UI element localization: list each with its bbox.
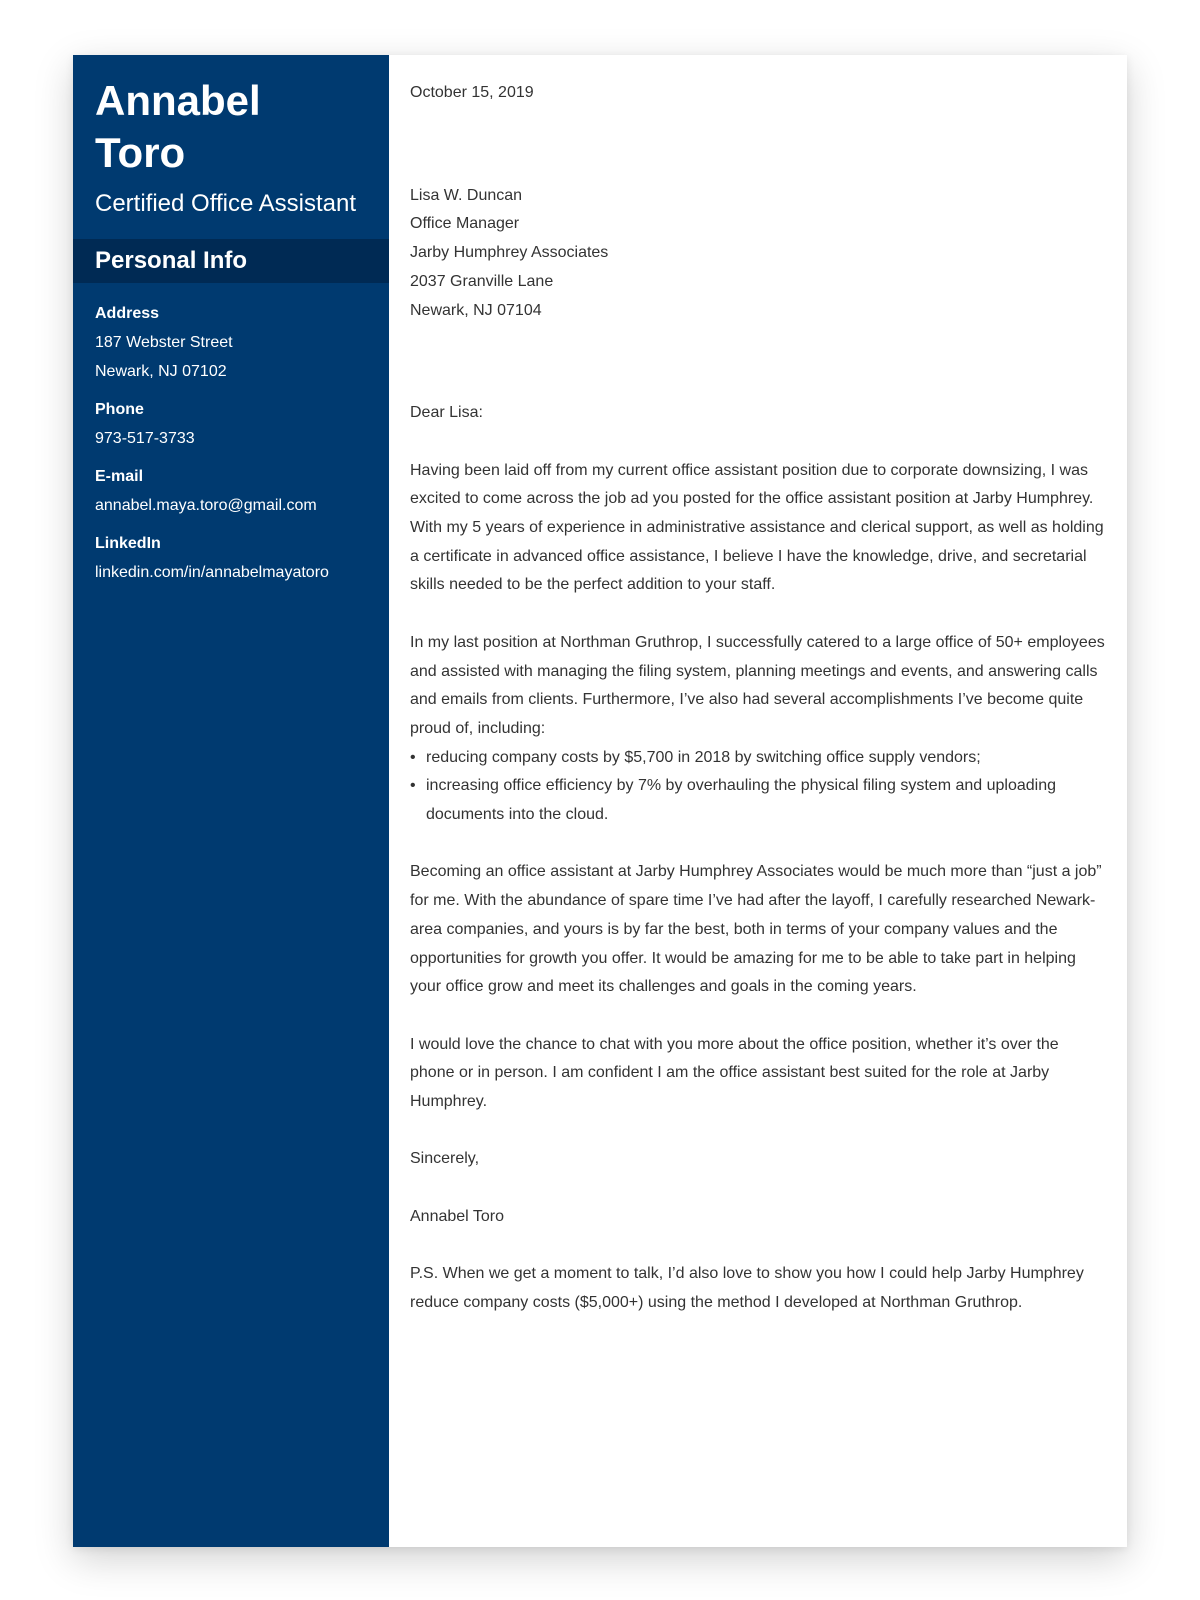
linkedin-label: LinkedIn (95, 535, 161, 552)
bullet-icon: • (410, 748, 416, 766)
recipient-street: 2037 Granville Lane (410, 272, 554, 290)
phone-label: Phone (95, 401, 144, 418)
last-name: Toro (95, 129, 186, 176)
job-title: Certified Office Assistant (95, 190, 356, 217)
phone-value: 973-517-3733 (95, 430, 195, 447)
salutation: Dear Lisa: (410, 404, 483, 422)
cover-letter-page (73, 55, 1127, 1547)
address-line-2: Newark, NJ 07102 (95, 363, 227, 380)
recipient-name: Lisa W. Duncan (410, 186, 523, 204)
applicant-name (73, 55, 389, 179)
sidebar (73, 55, 389, 1547)
address-block (95, 299, 367, 386)
personal-info (73, 283, 389, 587)
list-item-text: increasing office efficiency by 7% by overhauling the physical filing system and uploading documents into the cloud. (426, 777, 1056, 824)
recipient-company: Jarby Humphrey Associates (410, 244, 609, 262)
paragraph-intro: Having been laid off from my current office assistant position due to corporate downsizing, I was excited to come across the job ad you posted for the office assistant position at Jarby Humphrey. With my 5 years of experience in administrative assistance and clerical support, as well as holding a certificate in advanced office assistance, I believe I have the knowledge, drive, and secretarial skills needed to be the perfect addition to your staff. (410, 461, 1104, 594)
phone-block (95, 395, 367, 453)
list-item (410, 744, 1105, 773)
paragraph-motivation: Becoming an office assistant at Jarby Humphrey Associates would be much more than “just a job” for me. With the abundance of spare time I’ve had after the layoff, I carefully researched Newark-area companies, and yours is by far the best, both in terms of your company values and the opportunities for growth you offer. It would be amazing for me to be able to take part in helping your office grow and meet its challenges and goals in the coming years. (410, 863, 1102, 996)
recipient-block (410, 182, 1105, 326)
paragraph-closing: I would love the chance to chat with you more about the office position, whether it’s over the phone or in person. I am confident I am the office assistant best suited for the role at Jarby Humphrey. (410, 1035, 1059, 1111)
address-line-1: 187 Webster Street (95, 334, 233, 351)
list-item (410, 772, 1105, 829)
bullet-icon: • (410, 777, 416, 795)
accomplishments-list (410, 744, 1105, 830)
address-label: Address (95, 305, 160, 322)
linkedin-value: linkedin.com/in/annabelmayatoro (95, 564, 329, 581)
email-block (95, 462, 367, 520)
letter-body (389, 55, 1127, 1547)
closing: Sincerely, (410, 1150, 480, 1168)
email-value: annabel.maya.toro@gmail.com (95, 497, 317, 514)
recipient-city: Newark, NJ 07104 (410, 301, 542, 319)
postscript: P.S. When we get a moment to talk, I’d also love to show you how I could help Jarby Humphrey reduce company costs ($5,000+) using the method I developed at Northman Gruthrop. (410, 1265, 1084, 1311)
email-label: E-mail (95, 468, 144, 485)
first-name: Annabel (95, 77, 261, 124)
signature: Annabel Toro (410, 1207, 504, 1225)
personal-info-heading: Personal Info (73, 239, 389, 283)
paragraph-experience: In my last position at Northman Gruthrop, I successfully catered to a large office of 50+ employees and assisted with managing the filing system, planning meetings and events, and answering calls and emails from clients. Furthermore, I’ve also had several accomplishments I’ve become quite proud of, including: (410, 633, 1105, 737)
recipient-title: Office Manager (410, 215, 520, 233)
list-item-text: reducing company costs by $5,700 in 2018 by switching office supply vendors; (426, 748, 981, 766)
linkedin-block (95, 529, 367, 587)
letter-date: October 15, 2019 (410, 84, 534, 101)
